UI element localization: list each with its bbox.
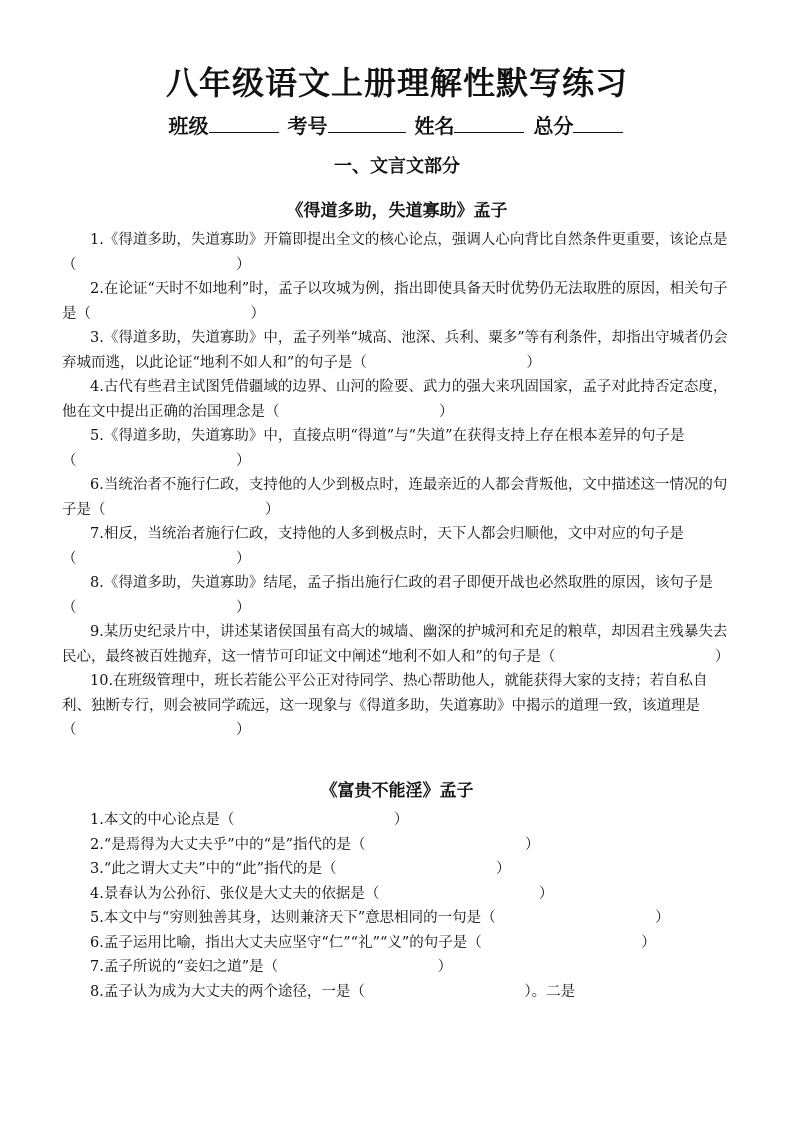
question-item: 7.孟子所说的“妾妇之道”是（ ） — [90, 959, 453, 975]
question-item: 6.当统治者不施行仁政，支持他的人少到极点时，连最亲近的人都会背叛他，文中描述这一情况的句子是（ ） — [62, 477, 728, 518]
name-blank[interactable] — [454, 112, 524, 133]
question-item: 8.孟子认为成为大丈夫的两个途径，一是（ ）。二是 — [90, 983, 576, 1000]
question-item: 7.相反，当统治者施行仁政，支持他的人多到极点时，天下人都会归顺他，文中对应的句子是（ ） — [62, 526, 684, 567]
question-item: 3.“此之谓大丈夫”中的“此”指代的是（ ） — [90, 861, 511, 877]
number-blank[interactable] — [328, 112, 406, 133]
part-heading: 《富贵不能淫》孟子 — [320, 781, 474, 801]
section-title: 一、文言文部分 — [334, 156, 460, 177]
question-list — [62, 228, 734, 743]
score-label: 总分 — [533, 114, 574, 138]
question-item: 5.本文中与“穷则独善其身，达则兼济天下”意思相同的一句是（ ） — [90, 910, 670, 926]
question-item: 4.景春认为公孙衍、张仪是大丈夫的依据是（ ） — [90, 885, 554, 902]
student-info-line — [0, 110, 794, 139]
question-item: 2.在论证“天时不如地利”时，孟子以攻城为例，指出即使具备天时优势仍无法取胜的原因，相关句子是（ ） — [62, 281, 728, 322]
question-item: 4.古代有些君主试图凭借疆域的边界、山河的险要、武力的强大来巩固国家，孟子对此持否定态度，他在文中提出正确的治国理念是（ ） — [62, 379, 728, 420]
question-item: 5.《得道多助，失道寡助》中，直接点明“得道”与“失道”在获得支持上存在根本差异的句子是（ ） — [62, 428, 685, 469]
part-heading: 《得道多助，失道寡助》孟子 — [286, 201, 508, 221]
page-title: 八年级语文上册理解性默写练习 — [165, 64, 628, 102]
number-label: 考号 — [287, 114, 328, 138]
score-blank[interactable] — [573, 112, 623, 133]
question-item: 10.在班级管理中，班长若能公平公正对待同学、热心帮助他人，就能获得大家的支持；若自私自利、独断专行，则会被同学疏远，这一现象与《得道多助，失道寡助》中揭示的道理一致，该道理是（ ） — [62, 673, 708, 738]
name-label: 姓名 — [414, 114, 455, 138]
question-item: 6.孟子运用比喻，指出大丈夫应坚守“仁”“礼”“义”的句子是（ ） — [90, 934, 656, 951]
question-list — [62, 808, 734, 1004]
class-label: 班级 — [168, 114, 209, 138]
question-item: 2.“是焉得为大丈夫乎”中的“是”指代的是（ ） — [90, 836, 540, 853]
question-item: 8.《得道多助，失道寡助》结尾，孟子指出施行仁政的君子即便开战也必然取胜的原因，该句子是（ ） — [62, 575, 713, 616]
question-item: 1.本文的中心论点是（ ） — [90, 812, 409, 828]
question-item: 9.某历史纪录片中，讲述某诸侯国虽有高大的城墙、幽深的护城河和充足的粮草，却因君主残暴失去民心，最终被百姓抛弃，这一情节可印证文中阐述“地利不如人和”的句子是（ ） — [62, 624, 730, 665]
class-blank[interactable] — [209, 112, 279, 133]
question-item: 1.《得道多助，失道寡助》开篇即提出全文的核心论点，强调人心向背比自然条件更重要，该论点是（ ） — [62, 232, 728, 273]
question-item: 3.《得道多助，失道寡助》中，孟子列举“城高、池深、兵利、粟多”等有利条件，却指出守城者仍会弃城而逃，以此论证“地利不如人和”的句子是（ ） — [62, 330, 728, 371]
